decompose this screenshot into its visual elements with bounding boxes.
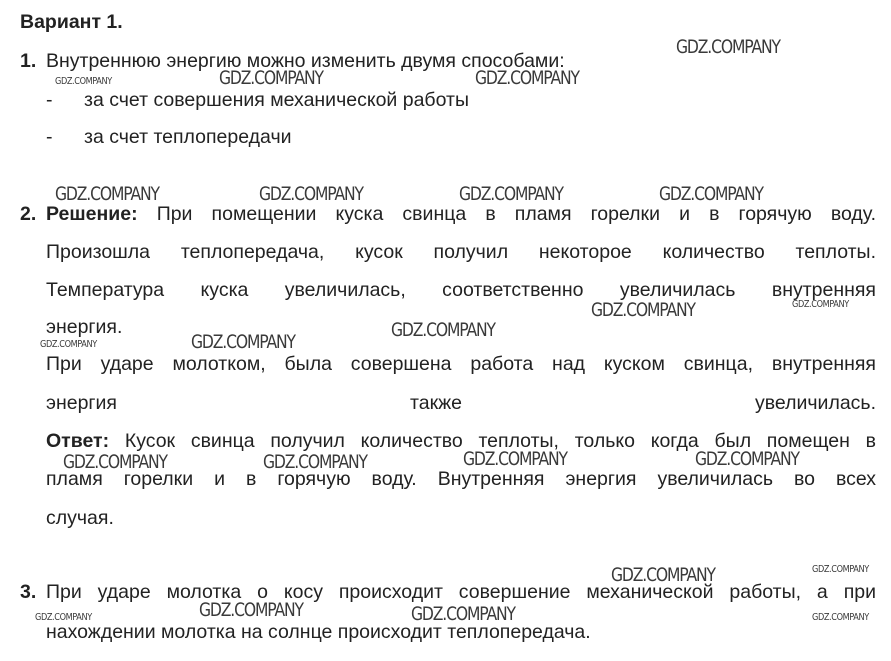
q1-item-dash: -: [46, 89, 53, 111]
q1-text: Внутреннюю энергию можно изменить двумя способами:: [46, 50, 565, 72]
answer-line: случая.: [46, 507, 114, 529]
q3-line: При ударе молотка о косу происходит совершение механической работы, а при: [46, 581, 876, 603]
watermark: GDZ.COMPANY: [259, 183, 363, 205]
watermark: GDZ.COMPANY: [199, 599, 303, 621]
watermark: GDZ.COMPANY: [219, 67, 323, 89]
q2-number: 2.: [20, 203, 37, 225]
watermark: GDZ.COMPANY: [191, 331, 295, 353]
watermark: GDZ.COMPANY: [263, 451, 367, 473]
watermark: GDZ.COMPANY: [63, 451, 167, 473]
q2-line: [46, 203, 876, 225]
q1-item: за счет теплопередачи: [84, 126, 292, 148]
answer-line: пламя горелки и в горячую воду. Внутренняя энергия увеличилась во всех: [46, 468, 876, 490]
watermark: GDZ.COMPANY: [55, 183, 159, 205]
q1-item: за счет совершения механической работы: [84, 89, 469, 111]
watermark: GDZ.COMPANY: [391, 319, 495, 341]
answer-text: Кусок свинца получил количество теплоты, только когда был помещен в: [124, 430, 877, 452]
q2-line: энергия.: [46, 316, 123, 338]
watermark: GDZ.COMPANY: [40, 339, 97, 350]
q1-number: 1.: [20, 50, 37, 72]
watermark: GDZ.COMPANY: [411, 603, 515, 625]
q3-line: нахождении молотка на солнце происходит теплопередача.: [46, 621, 591, 643]
q2-line-text: При помещении куска свинца в пламя горелки и в горячую воду.: [156, 203, 877, 225]
watermark: GDZ.COMPANY: [792, 299, 849, 310]
q2-line: При ударе молотком, была совершена работа над куском свинца, внутренняя: [46, 353, 876, 375]
watermark: GDZ.COMPANY: [812, 564, 869, 575]
watermark: GDZ.COMPANY: [55, 76, 112, 87]
watermark: GDZ.COMPANY: [463, 448, 567, 470]
watermark: GDZ.COMPANY: [676, 36, 780, 58]
q2-line: Произошла теплопередача, кусок получил некоторое количество теплоты.: [46, 241, 876, 263]
watermark: GDZ.COMPANY: [591, 299, 695, 321]
watermark: GDZ.COMPANY: [35, 612, 92, 623]
watermark: GDZ.COMPANY: [475, 67, 579, 89]
variant-title: Вариант 1.: [20, 11, 123, 33]
watermark: GDZ.COMPANY: [695, 448, 799, 470]
solution-label: Решение:: [46, 203, 138, 225]
q2-line: Температура куска увеличилась, соответственно увеличилась внутренняя: [46, 279, 876, 301]
q2-line: энергия также увеличилась.: [46, 392, 876, 414]
q3-number: 3.: [20, 581, 37, 603]
watermark: GDZ.COMPANY: [659, 183, 763, 205]
watermark: GDZ.COMPANY: [812, 612, 869, 623]
q1-item-dash: -: [46, 126, 53, 148]
watermark: GDZ.COMPANY: [459, 183, 563, 205]
watermark: GDZ.COMPANY: [611, 564, 715, 586]
answer-label: Ответ:: [46, 430, 110, 452]
